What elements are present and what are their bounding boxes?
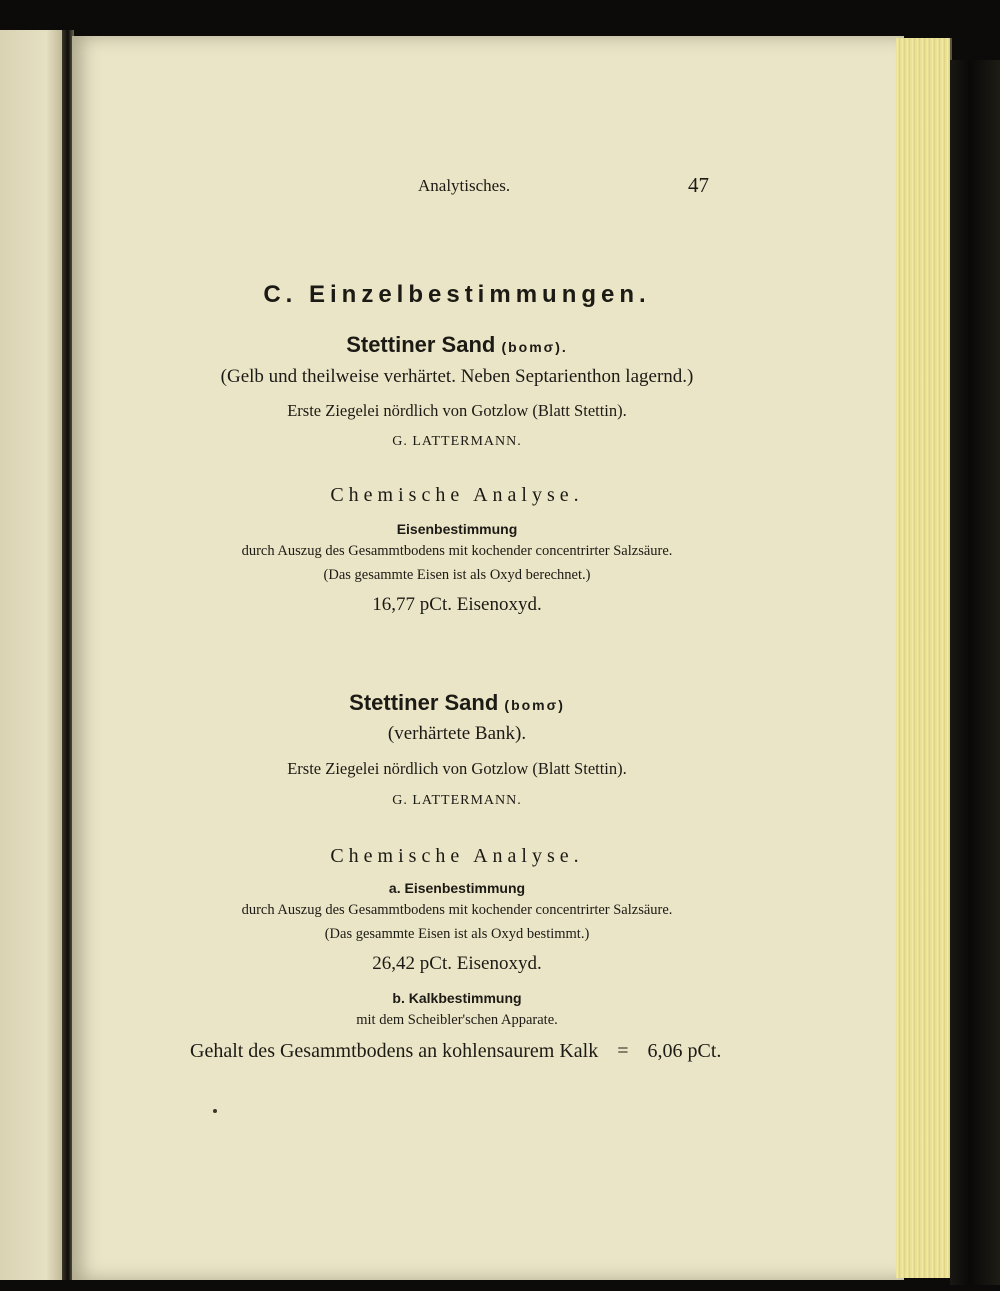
sample2-title: Stettiner Sand — [349, 690, 499, 715]
sample1-location: Erste Ziegelei nördlich von Gotzlow (Blatt Stettin). — [287, 401, 627, 420]
sample2-method-a: durch Auszug des Gesammtbodens mit kochender concentrirter Salzsäure. — [241, 902, 673, 918]
running-head: Analytisches. — [418, 176, 511, 195]
sample1-analyst: G. LATTERMANN. — [392, 434, 522, 449]
sample2-sub-b: b. Kalkbestimmung — [392, 990, 522, 1006]
sample1-analysis-heading: Chemische Analyse. — [330, 484, 584, 506]
sample2-location: Erste Ziegelei nördlich von Gotzlow (Blatt Stettin). — [287, 759, 627, 778]
final-label: Gehalt des Gesammtbodens an kohlensaurem Kalk — [190, 1040, 599, 1062]
book-page — [72, 36, 904, 1280]
sample2-analysis-heading: Chemische Analyse. — [330, 845, 584, 867]
sample2-analyst: G. LATTERMANN. — [392, 793, 522, 808]
sample1-description: (Gelb und theilweise verhärtet. Neben Septarienthon lagernd.) — [220, 366, 694, 387]
ink-speck — [213, 1109, 217, 1113]
sample2-note-a: (Das gesammte Eisen ist als Oxyd bestimmt.) — [324, 926, 590, 942]
final-value: 6,06 pCt. — [647, 1040, 722, 1062]
sample2-sub-a: a. Eisenbestimmung — [388, 880, 526, 896]
sample2-title-line — [72, 690, 842, 716]
facing-page-edge — [0, 30, 66, 1280]
book-binding — [950, 60, 1000, 1285]
sample1-result: 16,77 pCt. Eisenoxyd. — [372, 594, 542, 615]
sample1-sub-heading: Eisenbestimmung — [396, 521, 518, 537]
equals-sign: = — [617, 1040, 629, 1062]
sample1-method: durch Auszug des Gesammtbodens mit kochender concentrirter Salzsäure. — [241, 543, 673, 559]
sample1-title: Stettiner Sand — [346, 332, 496, 357]
sample1-formation: (bomσ). — [501, 339, 568, 355]
sample2-description: (verhärtete Bank). — [387, 723, 527, 744]
page-edges — [896, 38, 952, 1278]
sample1-note: (Das gesammte Eisen ist als Oxyd berechnet.) — [323, 567, 591, 583]
section-title: C. Einzelbestimmungen. — [263, 281, 651, 308]
sample2-formation: (bomσ) — [504, 697, 565, 713]
page-number: 47 — [688, 173, 709, 197]
sample2-method-b: mit dem Scheibler'schen Apparate. — [356, 1012, 558, 1028]
sample2-result-a: 26,42 pCt. Eisenoxyd. — [372, 953, 542, 974]
final-result-line — [190, 1040, 721, 1063]
sample1-title-line — [72, 332, 842, 358]
